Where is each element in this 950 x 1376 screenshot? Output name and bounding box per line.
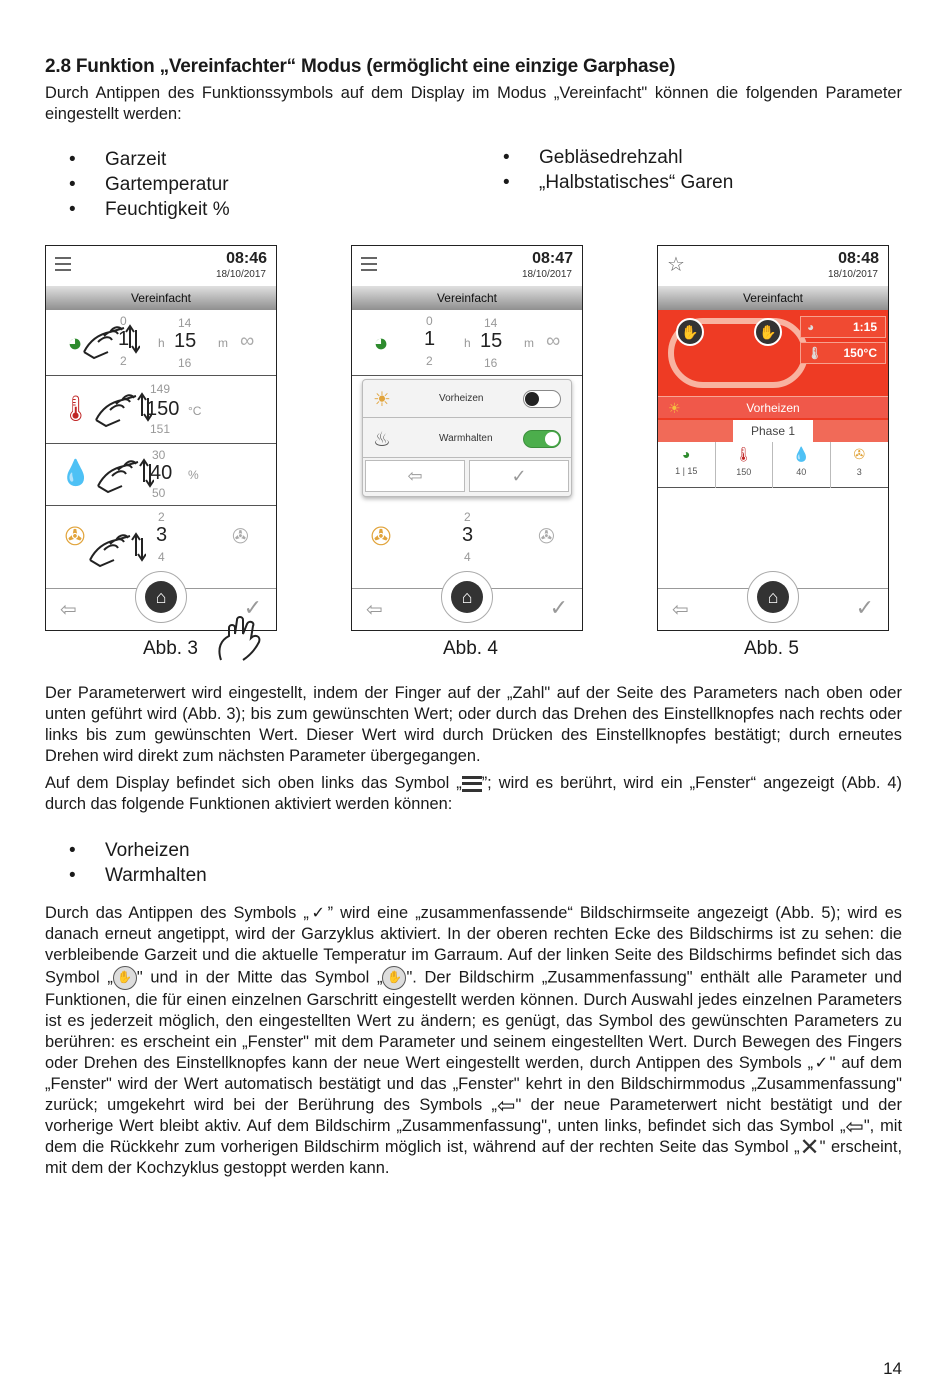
thermometer-icon: 🌡 — [734, 446, 753, 462]
screen-abb5 — [657, 245, 889, 631]
hand-icon — [86, 530, 146, 570]
drop-icon[interactable]: 💧 — [60, 459, 92, 487]
list-item: • Warmhalten — [45, 863, 207, 888]
hand-icon — [80, 322, 140, 362]
hour-next: 2 — [426, 354, 433, 368]
list-item: • „Halbstatisches“ Garen — [479, 170, 733, 195]
menu-icon — [462, 776, 482, 792]
screen-abb4 — [351, 245, 583, 631]
preheat-icon: ☀ — [668, 400, 681, 416]
back-arrow-icon[interactable]: ⇦ — [60, 599, 77, 621]
keepwarm-toggle[interactable] — [523, 430, 561, 448]
remaining-time-box — [800, 316, 886, 338]
parameter-list-left — [45, 147, 230, 222]
list-item: • Garzeit — [45, 147, 230, 172]
hour-next: 2 — [120, 354, 127, 368]
list-item: • Gebläsedrehzahl — [479, 145, 733, 170]
stopwatch-icon: ◕ — [807, 320, 815, 334]
paragraph-3-text-c: ". Der Bildschirm „Zusammenfassung" enthält alle Parameter und Funktionen, die für einen einzelnen Garschritt eingestellt werden können. Durch Auswahl jedes einzelnen Parameters ist es jederzeit möglich, den eingestellten Wert zu ändern; es genügt, das Symbol des gewünschten Parameters zu berühren: es erscheint ein „Fenster" mit dem Parameter und seinem eingestellten Wert. Durch Bewegen des Fingers oder Drehen des Einstellknopfes kann der neue Wert eingestellt werden, durch Antippen des Symbols „✓" auf dem „Fenster" wird der Wert automatisch bestätigt und das „Fenster" kehrt in den Bildschirmmodus „Zusammenfassung" zurück; umgekehrt wird bei der Berührung des Symbols „ — [45, 968, 902, 1114]
stopwatch-icon[interactable]: ◕ — [373, 329, 389, 357]
temp-next: 151 — [150, 422, 171, 436]
stopwatch-icon[interactable]: ◕ — [67, 329, 83, 357]
fan-next: 4 — [158, 550, 165, 564]
summary-temp[interactable] — [716, 442, 774, 488]
parameter-list-right — [479, 145, 733, 195]
humidity-next: 50 — [152, 486, 166, 500]
paragraph-2-text-a: Auf dem Display befindet sich oben links das Symbol „ — [45, 774, 462, 792]
bottom-bar — [658, 588, 888, 630]
fan-prev: 2 — [464, 510, 471, 524]
list-item: • Feuchtigkeit % — [45, 197, 230, 222]
summary-time-value: 1 | 15 — [675, 466, 698, 476]
temp-prev: 149 — [150, 382, 171, 396]
hand-icon — [92, 390, 152, 430]
chamber-temp-box — [800, 342, 886, 364]
caption-abb5: Abb. 5 — [744, 638, 799, 659]
clock: 08:47 — [532, 250, 573, 267]
page-number: 14 — [883, 1359, 902, 1376]
drop-icon: 💧 — [792, 446, 810, 462]
fan-prev: 2 — [158, 510, 165, 524]
hand-icon — [215, 614, 267, 664]
home-icon: ⌂ — [757, 581, 789, 613]
phase-label[interactable]: Phase 1 — [733, 420, 813, 442]
thermometer-icon[interactable]: 🌡 — [60, 395, 92, 423]
hour-unit: h — [158, 336, 165, 350]
start-cycle-icon[interactable]: ✋ — [754, 318, 782, 346]
summary-humidity-value: 40 — [796, 467, 807, 477]
home-icon: ⌂ — [451, 581, 483, 613]
date: 18/10/2017 — [215, 269, 266, 280]
summary-row — [658, 442, 888, 488]
mode-bar: Vereinfacht — [352, 286, 582, 310]
mode-bar: Vereinfacht — [658, 286, 888, 310]
humidity-unit: % — [188, 468, 199, 482]
paragraph-3-text-e: ", mit dem die Rückkehr zum vorherigen Bildschirm möglich ist, während auf der rechten Seite das Symbol „ — [45, 1117, 902, 1156]
screen-header — [658, 246, 888, 286]
popup-confirm-button[interactable]: ✓ — [469, 460, 569, 492]
date: 18/10/2017 — [521, 269, 572, 280]
paragraph-3-text-d: " der neue Parameterwert nicht bestätigt und der vorherige Wert bleibt aktiv. Auf dem Bildschirm „Zusammenfassung", unten links, befindet sich das Symbol „ — [45, 1096, 902, 1135]
preheat-icon: ☀ — [373, 389, 391, 411]
hand-icon — [94, 456, 154, 496]
check-icon[interactable]: ✓ — [549, 595, 568, 620]
screen-header — [46, 246, 276, 286]
temp-value[interactable]: 150 — [146, 398, 180, 420]
remaining-time: 1:15 — [852, 320, 877, 334]
screen-abb3 — [45, 245, 277, 631]
minute-next: 16 — [178, 356, 192, 370]
temp-unit: °C — [188, 404, 202, 418]
preheat-bar[interactable] — [658, 396, 888, 418]
paragraph-1: Der Parameterwert wird eingestellt, indem der Finger auf der „Zahl" auf der Seite des Parameters nach oben oder unten geführt wird (Abb. 3); bis zum gewünschten Wert; oder durch das Drehen des Einstellknopfes nach rechts oder links bis zum gewünschten Wert. Dieser Wert wird durch Drücken des Einstellknopfes bestätigt; durch erneutes Drehen wird direkt zum nächsten Parameter übergegangen. — [45, 684, 902, 765]
infinity-icon[interactable]: ∞ — [546, 330, 561, 352]
home-button[interactable] — [747, 571, 799, 623]
start-cycle-icon: ✋ — [382, 966, 406, 990]
paragraph-3 — [45, 903, 902, 1179]
paragraph-3-text-f: " erscheint, mit dem der Kochzyklus gestoppt werden kann. — [45, 1138, 902, 1177]
time-row[interactable] — [46, 310, 276, 376]
minute-unit: m — [218, 336, 228, 350]
chamber-temp: 150°C — [843, 346, 877, 360]
mode-bar: Vereinfacht — [46, 286, 276, 310]
preheat-row[interactable] — [363, 380, 571, 418]
paragraph-3-text-a: Durch das Antippen des Symbols „✓” wird eine „zusammenfassende“ Bildschirmseite angezeigt (Abb. 5); wird es danach erneut angetippt, wird der Garzyklus aktiviert. In der oberen rechten Ecke des Bildschirms ist zu sehen: die verbleibende Garzeit und die aktuelle Temperatur im Garraum. Auf der linken Seite des Bildschirms befindet sich das Symbol „ — [45, 904, 902, 987]
minute-prev: 14 — [178, 316, 192, 330]
bottom-bar — [352, 588, 582, 630]
clock: 08:48 — [838, 250, 879, 267]
hour-prev: 0 — [426, 314, 433, 328]
phase-bar — [658, 420, 888, 442]
intro-paragraph: Durch Antippen des Funktionssymbols auf dem Display im Modus „Vereinfacht" können die folgenden Parameter eingestellt werden: — [45, 84, 902, 123]
manual-page — [45, 0, 902, 1376]
keepwarm-row[interactable] — [363, 420, 571, 458]
preheat-label: Vorheizen — [439, 393, 484, 404]
keepwarm-label: Warmhalten — [439, 433, 493, 444]
summary-humidity[interactable] — [773, 442, 831, 488]
menu-icon[interactable] — [361, 257, 377, 271]
hour-value[interactable]: 1 — [118, 328, 130, 350]
back-arrow-icon: ⇦ — [497, 1092, 516, 1118]
back-arrow-icon[interactable]: ⇦ — [672, 599, 689, 621]
paragraph-2 — [45, 773, 902, 815]
back-arrow-icon: ⇦ — [845, 1113, 864, 1139]
humidity-value[interactable]: 40 — [150, 462, 173, 484]
time-row[interactable] — [352, 310, 582, 376]
summary-time[interactable] — [658, 442, 716, 488]
hour-value[interactable]: 1 — [424, 328, 436, 350]
stopwatch-icon: ◕ — [682, 446, 691, 462]
section-title: 2.8 Funktion „Vereinfachter“ Modus (ermöglicht eine einzige Garphase) — [45, 56, 676, 77]
fan-icon[interactable]: ✇ — [370, 523, 392, 551]
close-icon: ✕ — [799, 1133, 820, 1161]
fan-next: 4 — [464, 550, 471, 564]
stop-cycle-icon: ✋ — [113, 966, 137, 990]
check-icon[interactable]: ✓ — [243, 595, 262, 620]
caption-abb4: Abb. 4 — [443, 638, 498, 659]
minute-prev: 14 — [484, 316, 498, 330]
hour-unit: h — [464, 336, 471, 350]
hour-prev: 0 — [120, 314, 127, 328]
humidity-row[interactable] — [46, 444, 276, 506]
infinity-icon[interactable]: ∞ — [240, 330, 255, 352]
summary-fan[interactable] — [831, 442, 889, 488]
date: 18/10/2017 — [827, 269, 878, 280]
fan-icon[interactable]: ✇ — [64, 523, 86, 551]
function-list — [45, 838, 207, 888]
popup-back-button[interactable]: ⇦ — [365, 460, 465, 492]
caption-abb3: Abb. 3 — [143, 638, 198, 659]
minute-value[interactable]: 15 — [174, 330, 197, 352]
summary-fan-value: 3 — [856, 467, 862, 477]
list-item: • Vorheizen — [45, 838, 207, 863]
fan-icon: ✇ — [853, 446, 866, 462]
function-popup — [362, 379, 572, 497]
fan-value[interactable]: 3 — [156, 524, 168, 546]
paragraph-2-text-b: ”; wird es berührt, wird ein „Fenster“ angezeigt (Abb. 4) durch das folgende Funktionen aktiviert werden können: — [45, 774, 903, 813]
fan-value[interactable]: 3 — [462, 524, 474, 546]
clock: 08:46 — [226, 250, 267, 267]
fan-mode-icon[interactable]: ✇ — [232, 526, 249, 548]
minute-next: 16 — [484, 356, 498, 370]
star-icon[interactable]: ☆ — [667, 254, 685, 276]
stop-cycle-icon[interactable]: ✋ — [676, 318, 704, 346]
summary-temp-value: 150 — [736, 467, 752, 477]
home-button[interactable] — [135, 571, 187, 623]
fan-mode-icon[interactable]: ✇ — [538, 526, 555, 548]
check-icon[interactable]: ✓ — [855, 595, 874, 620]
minute-value[interactable]: 15 — [480, 330, 503, 352]
home-button[interactable] — [441, 571, 493, 623]
popup-buttons — [363, 458, 571, 494]
paragraph-3-text-b: " und in der Mitte das Symbol „ — [136, 968, 383, 987]
temperature-row[interactable] — [46, 376, 276, 444]
preheat-label: Vorheizen — [746, 401, 800, 415]
thermometer-icon: 🌡 — [807, 346, 823, 360]
home-icon: ⌂ — [145, 581, 177, 613]
back-arrow-icon[interactable]: ⇦ — [366, 599, 383, 621]
minute-unit: m — [524, 336, 534, 350]
screen-header — [352, 246, 582, 286]
list-item: • Gartemperatur — [45, 172, 230, 197]
menu-icon[interactable] — [55, 257, 71, 271]
preheat-toggle[interactable] — [523, 390, 561, 408]
keepwarm-icon: ♨ — [373, 429, 391, 451]
humidity-prev: 30 — [152, 448, 166, 462]
